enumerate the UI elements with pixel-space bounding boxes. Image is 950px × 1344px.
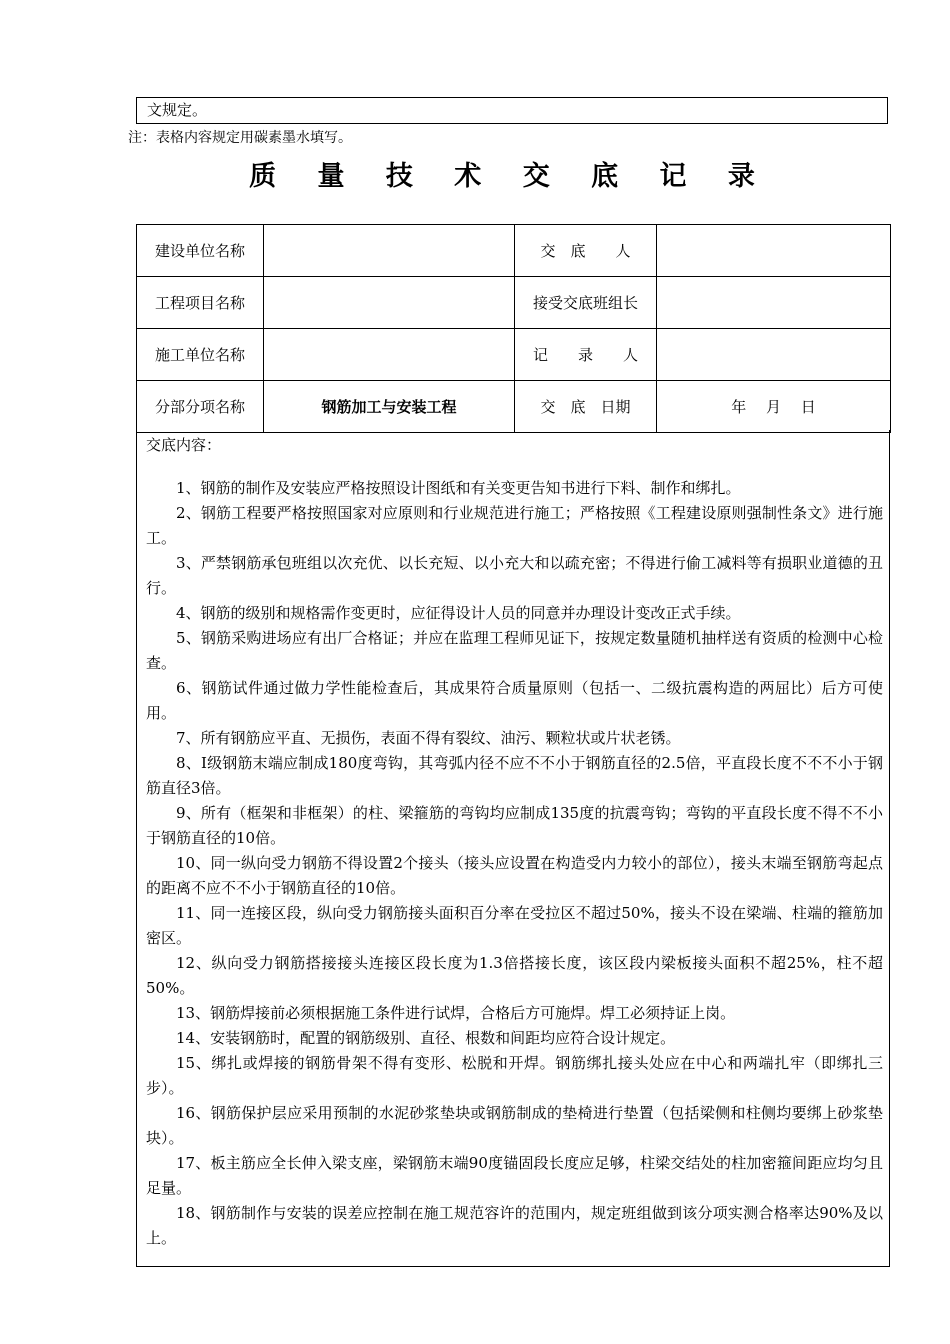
list-item: 5、钢筋采购进场应有出厂合格证；并应在监理工程师见证下，按规定数量随机抽样送有资质的检测中心检查。	[146, 629, 883, 672]
table-row	[137, 329, 891, 381]
list-item: 10、同一纵向受力钢筋不得设置2个接头（接头应设置在构造受内力较小的部位），接头末端至钢筋弯起点的距离不应不不小于钢筋直径的10倍。	[146, 854, 883, 897]
table-row	[137, 381, 891, 433]
table-row	[137, 225, 891, 277]
form-note: 注：表格内容规定用碳素墨水填写。	[128, 130, 352, 146]
list-item: 1、钢筋的制作及安装应严格按照设计图纸和有关变更告知书进行下料、制作和绑扎。	[176, 479, 741, 497]
value-team-leader[interactable]	[657, 277, 891, 329]
label-subdivision: 分部分项名称	[137, 381, 264, 433]
list-item: 12、纵向受力钢筋搭接接头连接区段长度为1.3倍搭接长度，该区段内梁板接头面积不超25%，柱不超50%。	[146, 954, 883, 997]
value-subdivision[interactable]: 钢筋加工与安装工程	[264, 381, 515, 433]
table-row	[137, 277, 891, 329]
list-item: 3、严禁钢筋承包班组以次充优、以长充短、以小充大和以疏充密；不得进行偷工减料等有损职业道德的丑行。	[146, 554, 883, 597]
list-item: 13、钢筋焊接前必须根据施工条件进行试焊，合格后方可施焊。焊工必须持证上岗。	[176, 1004, 736, 1022]
list-item: 11、同一连接区段，纵向受力钢筋接头面积百分率在受拉区不超过50%，接头不设在梁端、柱端的箍筋加密区。	[146, 904, 883, 947]
list-item: 2、钢筋工程要严格按照国家对应原则和行业规范进行施工；严格按照《工程建设原则强制性条文》进行施工。	[146, 504, 883, 547]
label-date: 交 底 日期	[515, 381, 657, 433]
briefing-content	[136, 430, 890, 1267]
value-contractor[interactable]	[264, 329, 515, 381]
value-presenter[interactable]	[657, 225, 891, 277]
list-item: 16、钢筋保护层应采用预制的水泥砂浆垫块或钢筋制成的垫椅进行垫置（包括梁侧和柱侧均要绑上砂浆垫块）。	[146, 1104, 883, 1147]
list-item: 14、安装钢筋时，配置的钢筋级别、直径、根数和间距均应符合设计规定。	[176, 1029, 676, 1047]
header-info-table	[136, 224, 891, 433]
list-item: 6、钢筋试件通过做力学性能检查后，其成果符合质量原则（包括一、二级抗震构造的两屈比）后方可使用。	[146, 679, 883, 722]
label-team-leader: 接受交底班组长	[515, 277, 657, 329]
previous-page-fragment: 文规定。	[136, 97, 888, 124]
label-construction-unit: 建设单位名称	[137, 225, 264, 277]
label-contractor: 施工单位名称	[137, 329, 264, 381]
value-recorder[interactable]	[657, 329, 891, 381]
list-item: 4、钢筋的级别和规格需作变更时，应征得设计人员的同意并办理设计变改正式手续。	[176, 604, 741, 622]
value-construction-unit[interactable]	[264, 225, 515, 277]
label-recorder: 记 录 人	[515, 329, 657, 381]
list-item: 7、所有钢筋应平直、无损伤，表面不得有裂纹、油污、颗粒状或片状老锈。	[176, 729, 681, 747]
label-project-name: 工程项目名称	[137, 277, 264, 329]
label-presenter: 交 底 人	[515, 225, 657, 277]
list-item: 17、板主筋应全长伸入梁支座，梁钢筋末端90度锚固段长度应足够，柱梁交结处的柱加密箍间距应均匀且足量。	[146, 1154, 883, 1197]
page-title: 质 量 技 术 交 底 记 录	[249, 161, 771, 192]
list-item: 8、Ⅰ级钢筋末端应制成180度弯钩，其弯弧内径不应不不小于钢筋直径的2.5倍，平直段长度不不不小于钢筋直径3倍。	[146, 754, 883, 797]
value-date[interactable]: 年 月 日	[657, 381, 891, 433]
value-project-name[interactable]	[264, 277, 515, 329]
list-item: 18、钢筋制作与安装的误差应控制在施工规范容许的范围内，规定班组做到该分项实测合格率达90%及以上。	[146, 1204, 883, 1247]
list-item: 15、绑扎或焊接的钢筋骨架不得有变形、松脱和开焊。钢筋绑扎接头处应在中心和两端扎牢（即绑扎三步）。	[146, 1054, 883, 1097]
list-item: 9、所有（框架和非框架）的柱、梁箍筋的弯钩均应制成135度的抗震弯钩；弯钩的平直段长度不得不不小于钢筋直径的10倍。	[146, 804, 883, 847]
content-heading: 交底内容：	[146, 436, 222, 454]
